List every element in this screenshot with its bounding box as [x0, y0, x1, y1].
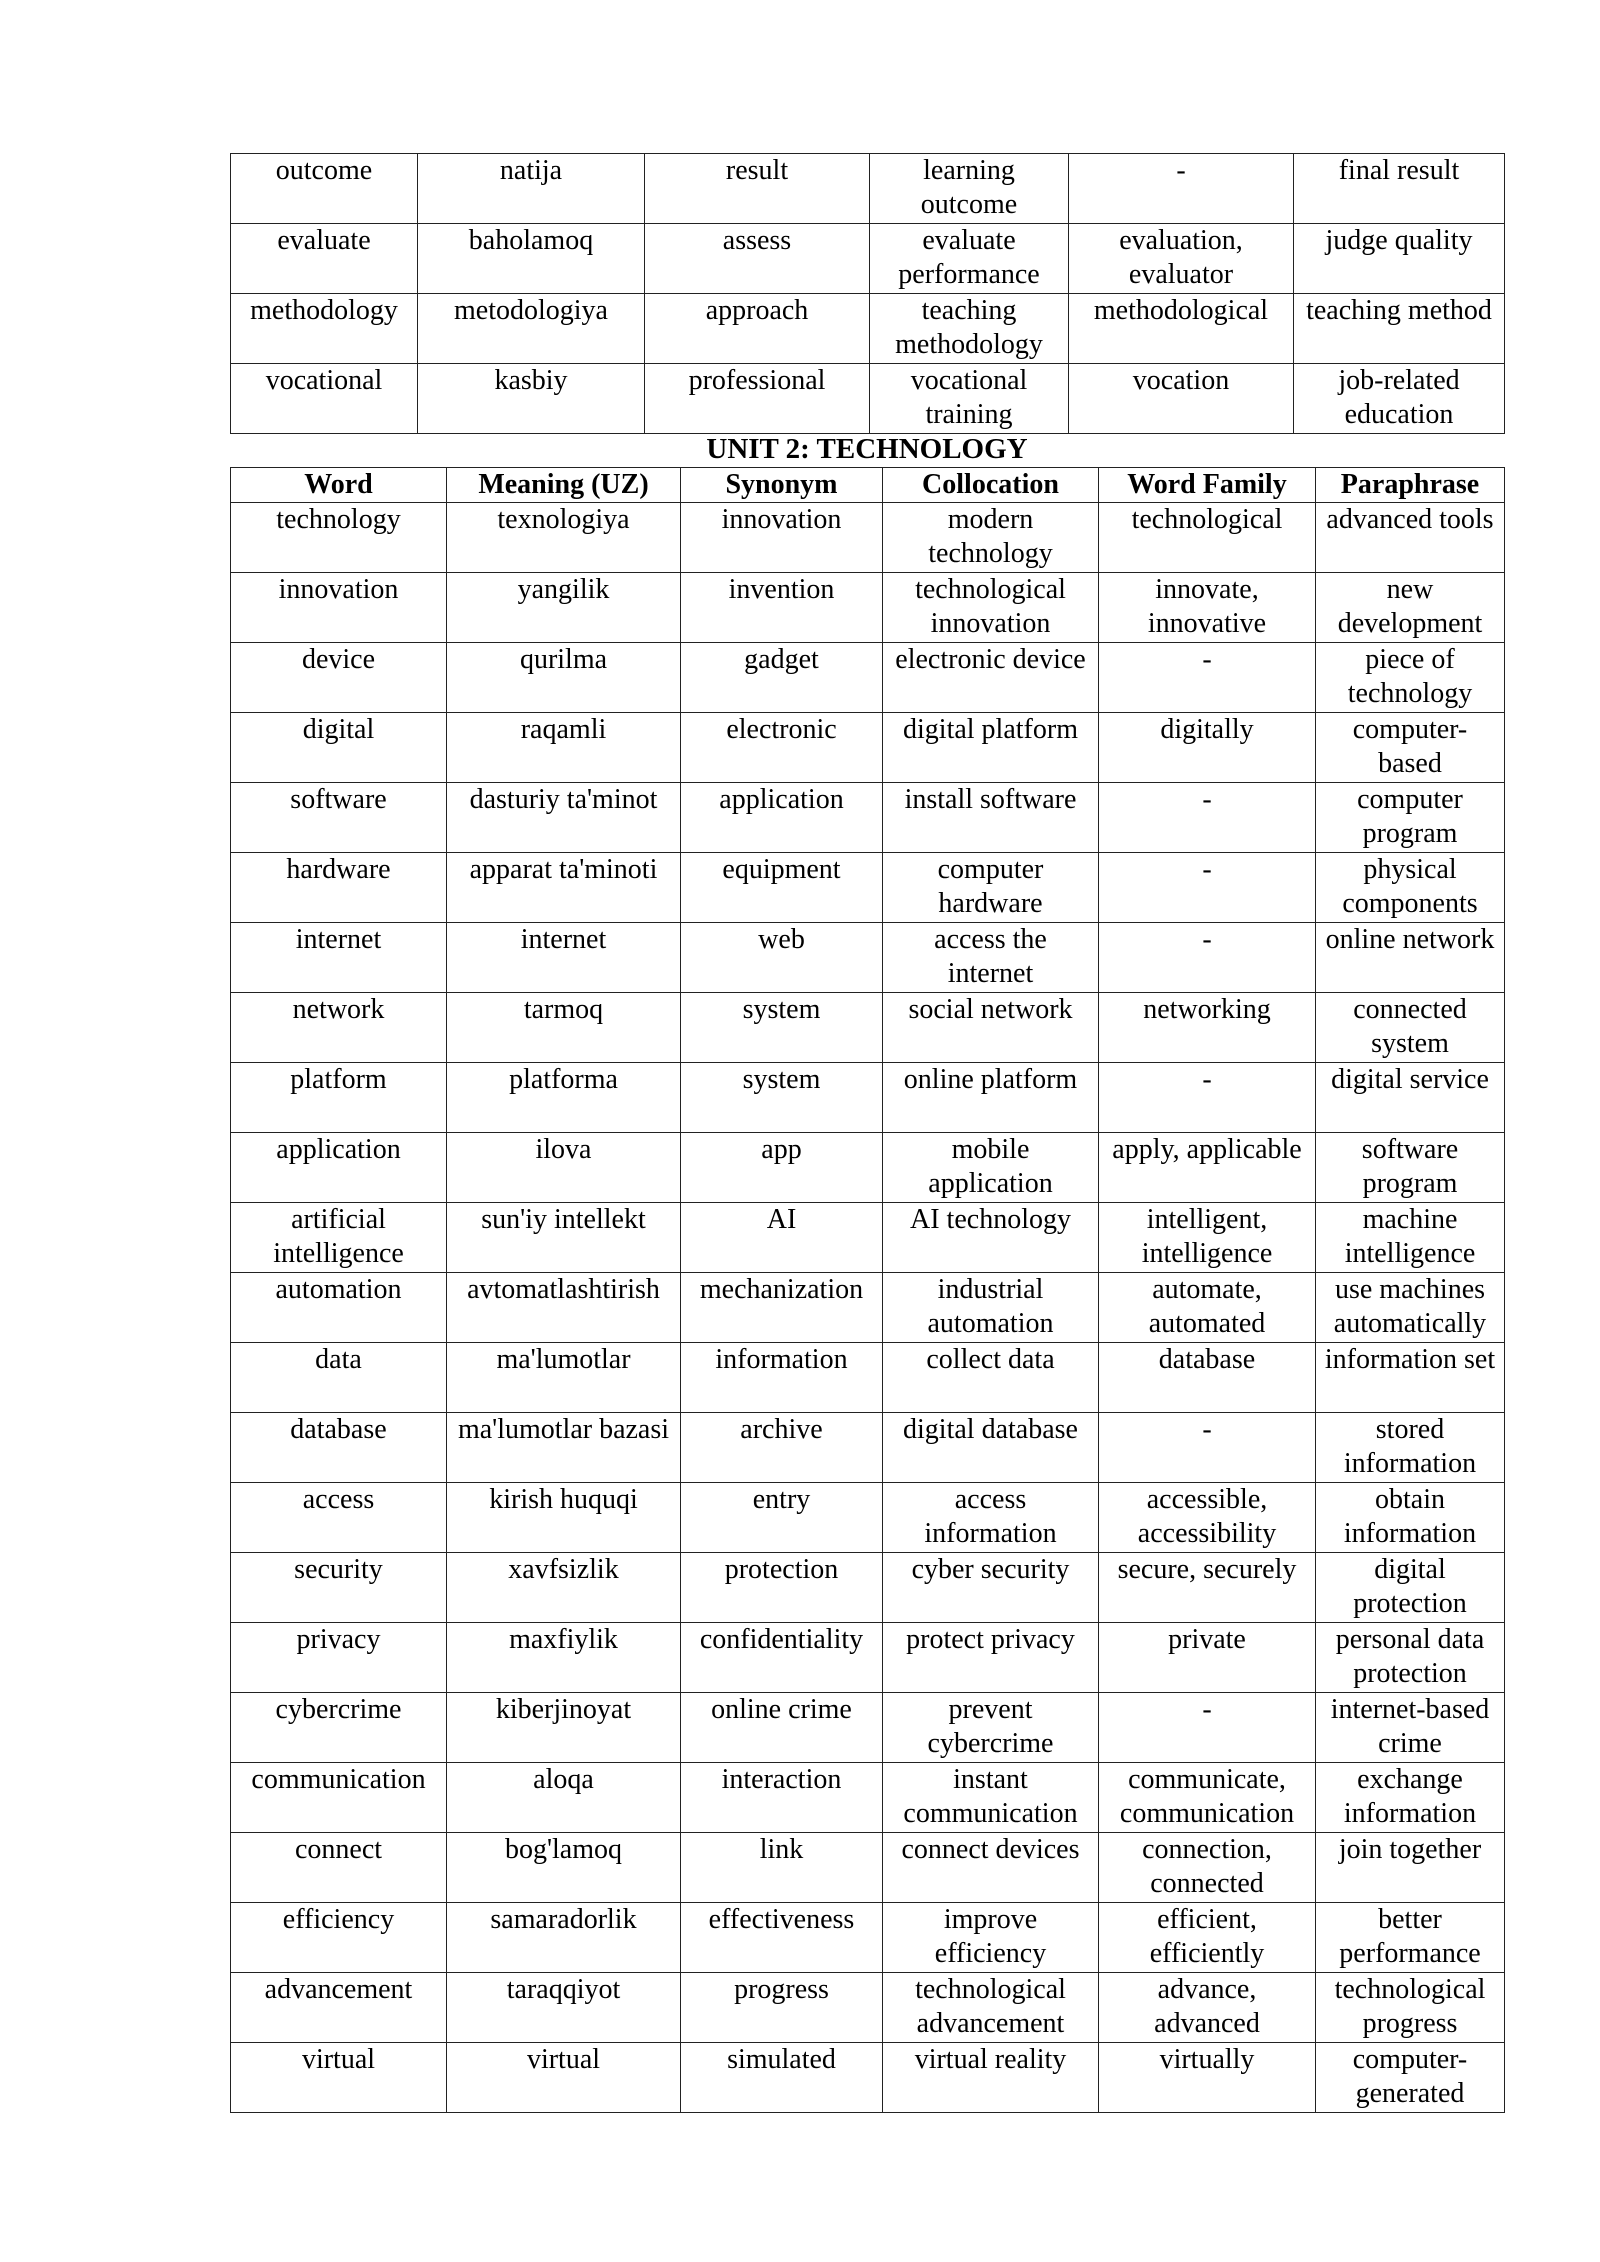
cell-collocation: install software	[883, 783, 1099, 853]
cell-word-family: private	[1099, 1623, 1316, 1693]
cell-word: data	[231, 1343, 447, 1413]
cell-word-family: digitally	[1099, 713, 1316, 783]
cell-word: security	[231, 1553, 447, 1623]
cell-collocation: access information	[883, 1483, 1099, 1553]
header-row	[231, 468, 1505, 503]
table-row	[231, 1343, 1505, 1413]
cell-synonym: progress	[681, 1973, 883, 2043]
cell-paraphrase: information set	[1316, 1343, 1505, 1413]
cell-meaning: kiberjinoyat	[447, 1693, 681, 1763]
cell-meaning: texnologiya	[447, 503, 681, 573]
cell-word: device	[231, 643, 447, 713]
cell-paraphrase: computer-based	[1316, 713, 1505, 783]
cell-word-family: -	[1099, 1413, 1316, 1483]
cell-synonym: mechanization	[681, 1273, 883, 1343]
cell-synonym: invention	[681, 573, 883, 643]
cell-meaning: xavfsizlik	[447, 1553, 681, 1623]
table-row	[231, 503, 1505, 573]
table-row	[231, 1833, 1505, 1903]
cell-word: methodology	[231, 294, 418, 364]
cell-word: communication	[231, 1763, 447, 1833]
cell-collocation: cyber security	[883, 1553, 1099, 1623]
cell-meaning: kirish huquqi	[447, 1483, 681, 1553]
cell-word-family: -	[1099, 923, 1316, 993]
table-row	[231, 1903, 1505, 1973]
cell-word-family: technological	[1099, 503, 1316, 573]
cell-paraphrase: computer-generated	[1316, 2043, 1505, 2113]
cell-collocation: modern technology	[883, 503, 1099, 573]
cell-collocation: computer hardware	[883, 853, 1099, 923]
cell-collocation: digital platform	[883, 713, 1099, 783]
cell-word: hardware	[231, 853, 447, 923]
table-row	[231, 1623, 1505, 1693]
cell-synonym: confidentiality	[681, 1623, 883, 1693]
cell-meaning: maxfiylik	[447, 1623, 681, 1693]
table-row	[231, 364, 1505, 434]
cell-word: artificial intelligence	[231, 1203, 447, 1273]
cell-synonym: effectiveness	[681, 1903, 883, 1973]
cell-paraphrase: software program	[1316, 1133, 1505, 1203]
cell-word: internet	[231, 923, 447, 993]
cell-collocation: AI technology	[883, 1203, 1099, 1273]
cell-synonym: system	[681, 1063, 883, 1133]
cell-paraphrase: obtain information	[1316, 1483, 1505, 1553]
cell-word-family: networking	[1099, 993, 1316, 1063]
cell-paraphrase: internet-based crime	[1316, 1693, 1505, 1763]
table-row	[231, 1483, 1505, 1553]
unit-vocabulary-table	[230, 467, 1505, 2113]
table-row	[231, 1413, 1505, 1483]
cell-meaning: ma'lumotlar	[447, 1343, 681, 1413]
cell-paraphrase: physical components	[1316, 853, 1505, 923]
table-row	[231, 1203, 1505, 1273]
cell-meaning: aloqa	[447, 1763, 681, 1833]
cell-word: advancement	[231, 1973, 447, 2043]
cell-collocation: technological advancement	[883, 1973, 1099, 2043]
cell-word-family: -	[1099, 1063, 1316, 1133]
cell-synonym: electronic	[681, 713, 883, 783]
cell-paraphrase: digital protection	[1316, 1553, 1505, 1623]
cell-word: automation	[231, 1273, 447, 1343]
cell-synonym: gadget	[681, 643, 883, 713]
cell-word: application	[231, 1133, 447, 1203]
cell-meaning: samaradorlik	[447, 1903, 681, 1973]
table-row	[231, 713, 1505, 783]
cell-meaning: internet	[447, 923, 681, 993]
table-row	[231, 1763, 1505, 1833]
table-row	[231, 1133, 1505, 1203]
cell-paraphrase: better performance	[1316, 1903, 1505, 1973]
cell-word: network	[231, 993, 447, 1063]
cell-paraphrase: join together	[1316, 1833, 1505, 1903]
header-collocation: Collocation	[883, 468, 1099, 503]
cell-synonym: online crime	[681, 1693, 883, 1763]
cell-meaning: tarmoq	[447, 993, 681, 1063]
table-row	[231, 783, 1505, 853]
cell-collocation: virtual reality	[883, 2043, 1099, 2113]
unit-title: UNIT 2: TECHNOLOGY	[706, 433, 1028, 465]
cell-paraphrase: use machines automatically	[1316, 1273, 1505, 1343]
table-row	[231, 1973, 1505, 2043]
cell-meaning: metodologiya	[418, 294, 645, 364]
cell-word-family: automate, automated	[1099, 1273, 1316, 1343]
cell-collocation: industrial automation	[883, 1273, 1099, 1343]
header-word: Word	[231, 468, 447, 503]
cell-paraphrase: digital service	[1316, 1063, 1505, 1133]
cell-word-family: evaluation, evaluator	[1069, 224, 1294, 294]
cell-synonym: interaction	[681, 1763, 883, 1833]
cell-synonym: innovation	[681, 503, 883, 573]
cell-word-family: advance, advanced	[1099, 1973, 1316, 2043]
previous-unit-vocabulary-table	[230, 153, 1505, 434]
cell-word: evaluate	[231, 224, 418, 294]
cell-collocation: vocational training	[870, 364, 1069, 434]
cell-word-family: secure, securely	[1099, 1553, 1316, 1623]
cell-paraphrase: final result	[1294, 154, 1505, 224]
cell-word: outcome	[231, 154, 418, 224]
cell-collocation: evaluate performance	[870, 224, 1069, 294]
cell-synonym: simulated	[681, 2043, 883, 2113]
cell-word-family: -	[1099, 1693, 1316, 1763]
cell-word-family: -	[1099, 643, 1316, 713]
cell-meaning: platforma	[447, 1063, 681, 1133]
cell-collocation: connect devices	[883, 1833, 1099, 1903]
cell-paraphrase: teaching method	[1294, 294, 1505, 364]
cell-collocation: social network	[883, 993, 1099, 1063]
table-row	[231, 1553, 1505, 1623]
cell-synonym: protection	[681, 1553, 883, 1623]
cell-word: digital	[231, 713, 447, 783]
cell-synonym: equipment	[681, 853, 883, 923]
cell-synonym: archive	[681, 1413, 883, 1483]
cell-word-family: communicate, communication	[1099, 1763, 1316, 1833]
header-synonym: Synonym	[681, 468, 883, 503]
cell-paraphrase: piece of technology	[1316, 643, 1505, 713]
cell-word-family: -	[1099, 853, 1316, 923]
cell-word-family: -	[1099, 783, 1316, 853]
cell-meaning: qurilma	[447, 643, 681, 713]
cell-collocation: teaching methodology	[870, 294, 1069, 364]
cell-word: software	[231, 783, 447, 853]
cell-collocation: access the internet	[883, 923, 1099, 993]
cell-synonym: information	[681, 1343, 883, 1413]
cell-synonym: professional	[645, 364, 870, 434]
cell-meaning: ma'lumotlar bazasi	[447, 1413, 681, 1483]
cell-meaning: kasbiy	[418, 364, 645, 434]
cell-word: privacy	[231, 1623, 447, 1693]
cell-word-family: vocation	[1069, 364, 1294, 434]
cell-synonym: system	[681, 993, 883, 1063]
table-row	[231, 643, 1505, 713]
cell-paraphrase: personal data protection	[1316, 1623, 1505, 1693]
cell-paraphrase: computer program	[1316, 783, 1505, 853]
cell-word: technology	[231, 503, 447, 573]
cell-word: connect	[231, 1833, 447, 1903]
cell-collocation: collect data	[883, 1343, 1099, 1413]
cell-synonym: AI	[681, 1203, 883, 1273]
cell-collocation: electronic device	[883, 643, 1099, 713]
cell-word-family: intelligent, intelligence	[1099, 1203, 1316, 1273]
header-meaning: Meaning (UZ)	[447, 468, 681, 503]
cell-word: virtual	[231, 2043, 447, 2113]
cell-meaning: raqamli	[447, 713, 681, 783]
cell-synonym: application	[681, 783, 883, 853]
header-word-family: Word Family	[1099, 468, 1316, 503]
cell-word: database	[231, 1413, 447, 1483]
cell-synonym: app	[681, 1133, 883, 1203]
cell-word-family: virtually	[1099, 2043, 1316, 2113]
cell-word: access	[231, 1483, 447, 1553]
table-row	[231, 573, 1505, 643]
cell-collocation: technological innovation	[883, 573, 1099, 643]
table-row	[231, 853, 1505, 923]
cell-word-family: apply, applicable	[1099, 1133, 1316, 1203]
cell-word-family: database	[1099, 1343, 1316, 1413]
cell-meaning: natija	[418, 154, 645, 224]
cell-paraphrase: advanced tools	[1316, 503, 1505, 573]
cell-collocation: protect privacy	[883, 1623, 1099, 1693]
cell-paraphrase: online network	[1316, 923, 1505, 993]
unit-table-header	[231, 468, 1505, 503]
cell-synonym: web	[681, 923, 883, 993]
cell-paraphrase: exchange information	[1316, 1763, 1505, 1833]
cell-meaning: virtual	[447, 2043, 681, 2113]
cell-synonym: entry	[681, 1483, 883, 1553]
cell-word-family: -	[1069, 154, 1294, 224]
cell-meaning: yangilik	[447, 573, 681, 643]
table-row	[231, 154, 1505, 224]
cell-word-family: accessible, accessibility	[1099, 1483, 1316, 1553]
cell-paraphrase: technological progress	[1316, 1973, 1505, 2043]
unit-table-body	[231, 503, 1505, 2113]
cell-paraphrase: stored information	[1316, 1413, 1505, 1483]
cell-synonym: result	[645, 154, 870, 224]
table-row	[231, 224, 1505, 294]
table-row	[231, 1063, 1505, 1133]
cell-collocation: learning outcome	[870, 154, 1069, 224]
cell-synonym: approach	[645, 294, 870, 364]
cell-collocation: prevent cybercrime	[883, 1693, 1099, 1763]
table-row	[231, 923, 1505, 993]
cell-word: efficiency	[231, 1903, 447, 1973]
cell-meaning: baholamoq	[418, 224, 645, 294]
cell-collocation: improve efficiency	[883, 1903, 1099, 1973]
table-row	[231, 1273, 1505, 1343]
cell-word-family: connection, connected	[1099, 1833, 1316, 1903]
cell-paraphrase: machine intelligence	[1316, 1203, 1505, 1273]
cell-paraphrase: connected system	[1316, 993, 1505, 1063]
cell-meaning: taraqqiyot	[447, 1973, 681, 2043]
cell-meaning: bog'lamoq	[447, 1833, 681, 1903]
cell-meaning: sun'iy intellekt	[447, 1203, 681, 1273]
header-paraphrase: Paraphrase	[1316, 468, 1505, 503]
cell-paraphrase: new development	[1316, 573, 1505, 643]
cell-collocation: mobile application	[883, 1133, 1099, 1203]
cell-word: innovation	[231, 573, 447, 643]
cell-word-family: methodological	[1069, 294, 1294, 364]
cell-word-family: efficient, efficiently	[1099, 1903, 1316, 1973]
cell-synonym: link	[681, 1833, 883, 1903]
cell-collocation: digital database	[883, 1413, 1099, 1483]
cell-meaning: ilova	[447, 1133, 681, 1203]
table-row	[231, 1693, 1505, 1763]
previous-table-body	[231, 154, 1505, 434]
cell-meaning: apparat ta'minoti	[447, 853, 681, 923]
cell-synonym: assess	[645, 224, 870, 294]
cell-word: platform	[231, 1063, 447, 1133]
cell-collocation: online platform	[883, 1063, 1099, 1133]
cell-paraphrase: judge quality	[1294, 224, 1505, 294]
cell-word: vocational	[231, 364, 418, 434]
table-row	[231, 993, 1505, 1063]
cell-meaning: dasturiy ta'minot	[447, 783, 681, 853]
table-row	[231, 2043, 1505, 2113]
table-row	[231, 294, 1505, 364]
cell-collocation: instant communication	[883, 1763, 1099, 1833]
cell-meaning: avtomatlashtirish	[447, 1273, 681, 1343]
cell-paraphrase: job-related education	[1294, 364, 1505, 434]
cell-word-family: innovate, innovative	[1099, 573, 1316, 643]
cell-word: cybercrime	[231, 1693, 447, 1763]
